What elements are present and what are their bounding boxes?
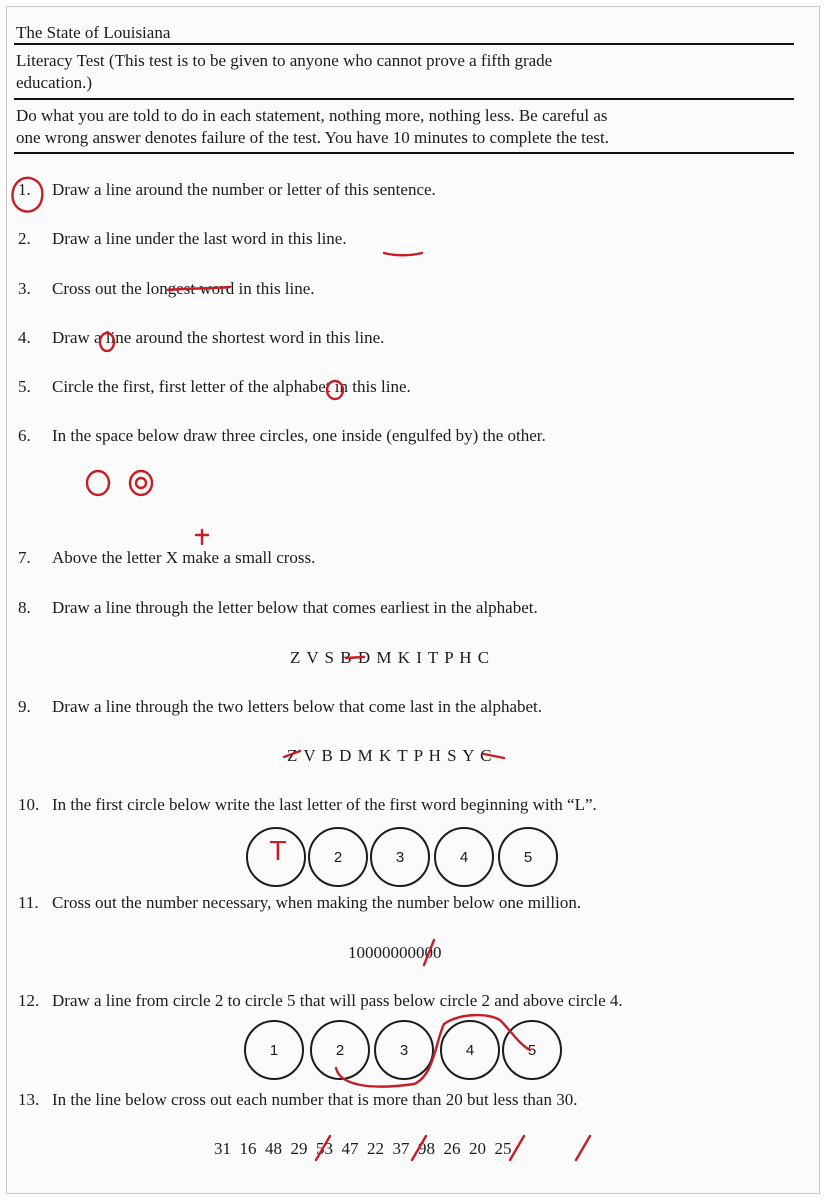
- q13-number-row: 31 16 48 29 53 47 22 37 98 26 20 25: [214, 1139, 512, 1158]
- q9-letter-row: Z V B D M K T P H S Y C: [287, 746, 493, 765]
- question-12: 12. Draw a line from circle 2 to circle 5 that will pass below circle 2 and above circle 4.: [18, 991, 623, 1010]
- q12-circle-2: 2: [310, 1020, 370, 1080]
- question-7: 7. Above the letter X make a small cross.: [18, 548, 316, 567]
- question-8: 8. Draw a line through the letter below that comes earliest in the alphabet.: [18, 598, 538, 617]
- subtitle-line-2: education.): [16, 73, 92, 92]
- question-13: 13. In the line below cross out each number that is more than 20 but less than 30.: [18, 1090, 578, 1109]
- q11-number: 10000000000: [348, 943, 442, 962]
- q10-circle-2: 2: [308, 827, 368, 887]
- question-9: 9. Draw a line through the two letters below that come last in the alphabet.: [18, 697, 543, 716]
- instructions-line-2: one wrong answer denotes failure of the test. You have 10 minutes to complete the test.: [16, 128, 609, 147]
- instructions-line-1: Do what you are told to do in each statement, nothing more, nothing less. Be careful as: [16, 106, 608, 125]
- q12-circle-3: 3: [374, 1020, 434, 1080]
- question-3: 3. Cross out the longest word in this line.: [18, 279, 315, 298]
- question-2: 2. Draw a line under the last word in this line.: [18, 229, 347, 248]
- page-title: The State of Louisiana: [16, 23, 171, 42]
- q10-circle-3: 3: [370, 827, 430, 887]
- subtitle-line-1: Literacy Test (This test is to be given to anyone who cannot prove a fifth grade: [16, 51, 553, 70]
- q12-circle-4: 4: [440, 1020, 500, 1080]
- question-11: 11. Cross out the number necessary, when making the number below one million.: [18, 893, 582, 912]
- q8-letter-row: Z V S B D M K I T P H C: [290, 648, 491, 667]
- q10-circle-4: 4: [434, 827, 494, 887]
- question-6: 6. In the space below draw three circles, one inside (engulfed by) the other.: [18, 426, 546, 445]
- question-4: 4. Draw a line around the shortest word in this line.: [18, 328, 385, 347]
- q12-circle-1: 1: [244, 1020, 304, 1080]
- question-10: 10. In the first circle below write the last letter of the first word beginning with “L”.: [18, 795, 597, 814]
- question-1: 1. Draw a line around the number or letter of this sentence.: [18, 180, 436, 199]
- q10-circle-5: 5: [498, 827, 558, 887]
- rule-2: [14, 98, 794, 100]
- q10-handwritten-answer: T: [270, 837, 286, 867]
- rule-1: [14, 43, 794, 45]
- question-5: 5. Circle the first, first letter of the alphabet in this line.: [18, 377, 411, 396]
- rule-3: [14, 152, 794, 154]
- q12-circle-5: 5: [502, 1020, 562, 1080]
